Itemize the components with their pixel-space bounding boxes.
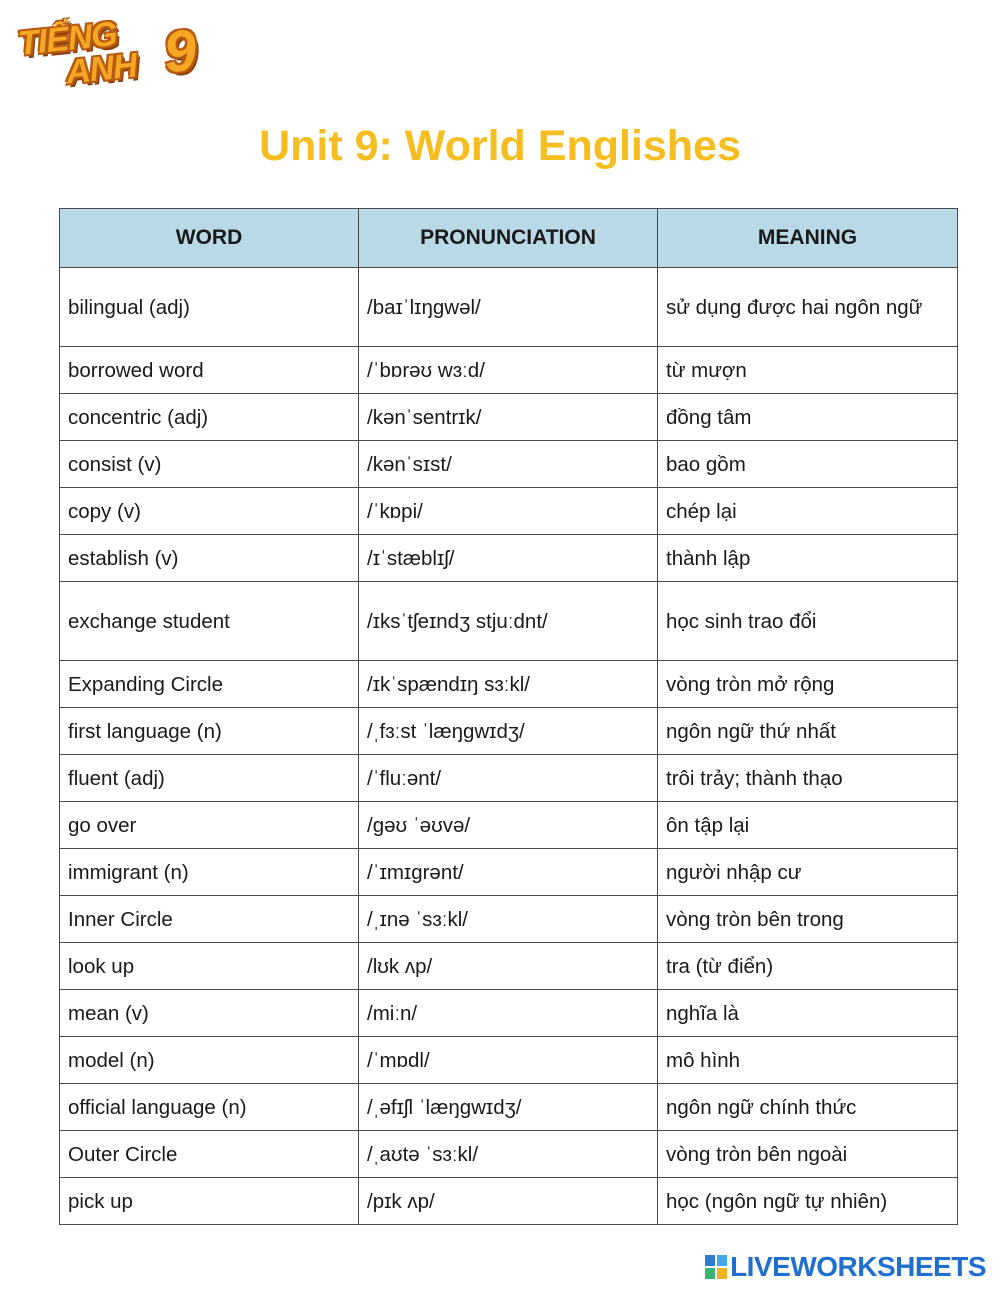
word-cell: bilingual (adj): [60, 268, 359, 347]
table-row: [60, 802, 958, 849]
table-row: [60, 896, 958, 943]
table-row: [60, 268, 958, 347]
meaning-cell: bao gồm: [658, 441, 958, 488]
table-row: [60, 488, 958, 535]
table-row: [60, 347, 958, 394]
pronunciation-cell: /pɪk ʌp/: [359, 1178, 658, 1225]
pronunciation-cell: /gəʊ ˈəʊvə/: [359, 802, 658, 849]
meaning-cell: mô hình: [658, 1037, 958, 1084]
pronunciation-cell: /ˈkɒpi/: [359, 488, 658, 535]
meaning-cell: ngôn ngữ thứ nhất: [658, 708, 958, 755]
table-row: [60, 535, 958, 582]
word-cell: Expanding Circle: [60, 661, 359, 708]
header-pronunciation: PRONUNCIATION: [359, 209, 658, 268]
pronunciation-cell: /ˌfɜːst ˈlæŋgwɪdʒ/: [359, 708, 658, 755]
word-cell: consist (v): [60, 441, 359, 488]
meaning-cell: vòng tròn mở rộng: [658, 661, 958, 708]
table-row: [60, 755, 958, 802]
meaning-cell: vòng tròn bên ngoài: [658, 1131, 958, 1178]
word-cell: Outer Circle: [60, 1131, 359, 1178]
liveworksheets-brand: LIVEWORKSHEETS: [730, 1251, 986, 1282]
logo-line1: TIẾNG: [16, 14, 119, 64]
table-row: [60, 394, 958, 441]
table-row: [60, 1178, 958, 1225]
word-cell: first language (n): [60, 708, 359, 755]
table-row: [60, 441, 958, 488]
header-meaning: MEANING: [658, 209, 958, 268]
pronunciation-cell: /ˈbɒrəʊ wɜːd/: [359, 347, 658, 394]
meaning-cell: ôn tập lại: [658, 802, 958, 849]
table-row: [60, 1131, 958, 1178]
meaning-cell: chép lại: [658, 488, 958, 535]
pronunciation-cell: /ɪksˈtʃeɪndʒ stjuːdnt/: [359, 582, 658, 661]
table-header-row: [60, 209, 958, 268]
table-row: [60, 708, 958, 755]
word-cell: immigrant (n): [60, 849, 359, 896]
meaning-cell: thành lập: [658, 535, 958, 582]
table-row: [60, 1037, 958, 1084]
pronunciation-cell: /ˈmɒdl/: [359, 1037, 658, 1084]
meaning-cell: từ mượn: [658, 347, 958, 394]
word-cell: pick up: [60, 1178, 359, 1225]
word-cell: mean (v): [60, 990, 359, 1037]
meaning-cell: nghĩa là: [658, 990, 958, 1037]
meaning-cell: vòng tròn bên trong: [658, 896, 958, 943]
word-cell: concentric (adj): [60, 394, 359, 441]
meaning-cell: học (ngôn ngữ tự nhiên): [658, 1178, 958, 1225]
logo-line2: ANH: [64, 46, 139, 92]
meaning-cell: ngôn ngữ chính thức: [658, 1084, 958, 1131]
word-cell: model (n): [60, 1037, 359, 1084]
pronunciation-cell: /baɪˈlɪŋgwəl/: [359, 268, 658, 347]
word-cell: exchange student: [60, 582, 359, 661]
table-row: [60, 849, 958, 896]
header-word: WORD: [60, 209, 359, 268]
word-cell: go over: [60, 802, 359, 849]
word-cell: copy (v): [60, 488, 359, 535]
table-row: [60, 943, 958, 990]
pronunciation-cell: /ˈfluːənt/: [359, 755, 658, 802]
meaning-cell: sử dụng được hai ngôn ngữ: [658, 268, 958, 347]
pronunciation-cell: /ɪkˈspændɪŋ sɜːkl/: [359, 661, 658, 708]
pronunciation-cell: /kənˈsentrɪk/: [359, 394, 658, 441]
pronunciation-cell: /ɪˈstæblɪʃ/: [359, 535, 658, 582]
pronunciation-cell: /ˈɪmɪgrənt/: [359, 849, 658, 896]
word-cell: look up: [60, 943, 359, 990]
word-cell: Inner Circle: [60, 896, 359, 943]
table-row: [60, 990, 958, 1037]
word-cell: official language (n): [60, 1084, 359, 1131]
page-title: Unit 9: World Englishes: [259, 122, 741, 170]
vocabulary-table: [59, 208, 958, 1225]
logo-number: 9: [160, 17, 199, 86]
word-cell: fluent (adj): [60, 755, 359, 802]
pronunciation-cell: /lʊk ʌp/: [359, 943, 658, 990]
meaning-cell: đồng tâm: [658, 394, 958, 441]
word-cell: borrowed word: [60, 347, 359, 394]
pronunciation-cell: /kənˈsɪst/: [359, 441, 658, 488]
meaning-cell: người nhập cư: [658, 849, 958, 896]
liveworksheets-icon: [705, 1255, 727, 1279]
liveworksheets-logo: [705, 1250, 986, 1284]
table-row: [60, 582, 958, 661]
meaning-cell: tra (từ điển): [658, 943, 958, 990]
pronunciation-cell: /miːn/: [359, 990, 658, 1037]
tieng-anh-9-logo: [14, 14, 204, 94]
meaning-cell: trôi trảy; thành thạo: [658, 755, 958, 802]
table-row: [60, 661, 958, 708]
word-cell: establish (v): [60, 535, 359, 582]
table-row: [60, 1084, 958, 1131]
pronunciation-cell: /ˌaʊtə ˈsɜːkl/: [359, 1131, 658, 1178]
pronunciation-cell: /ˌəfɪʃl ˈlæŋgwɪdʒ/: [359, 1084, 658, 1131]
meaning-cell: học sinh trao đổi: [658, 582, 958, 661]
pronunciation-cell: /ˌɪnə ˈsɜːkl/: [359, 896, 658, 943]
